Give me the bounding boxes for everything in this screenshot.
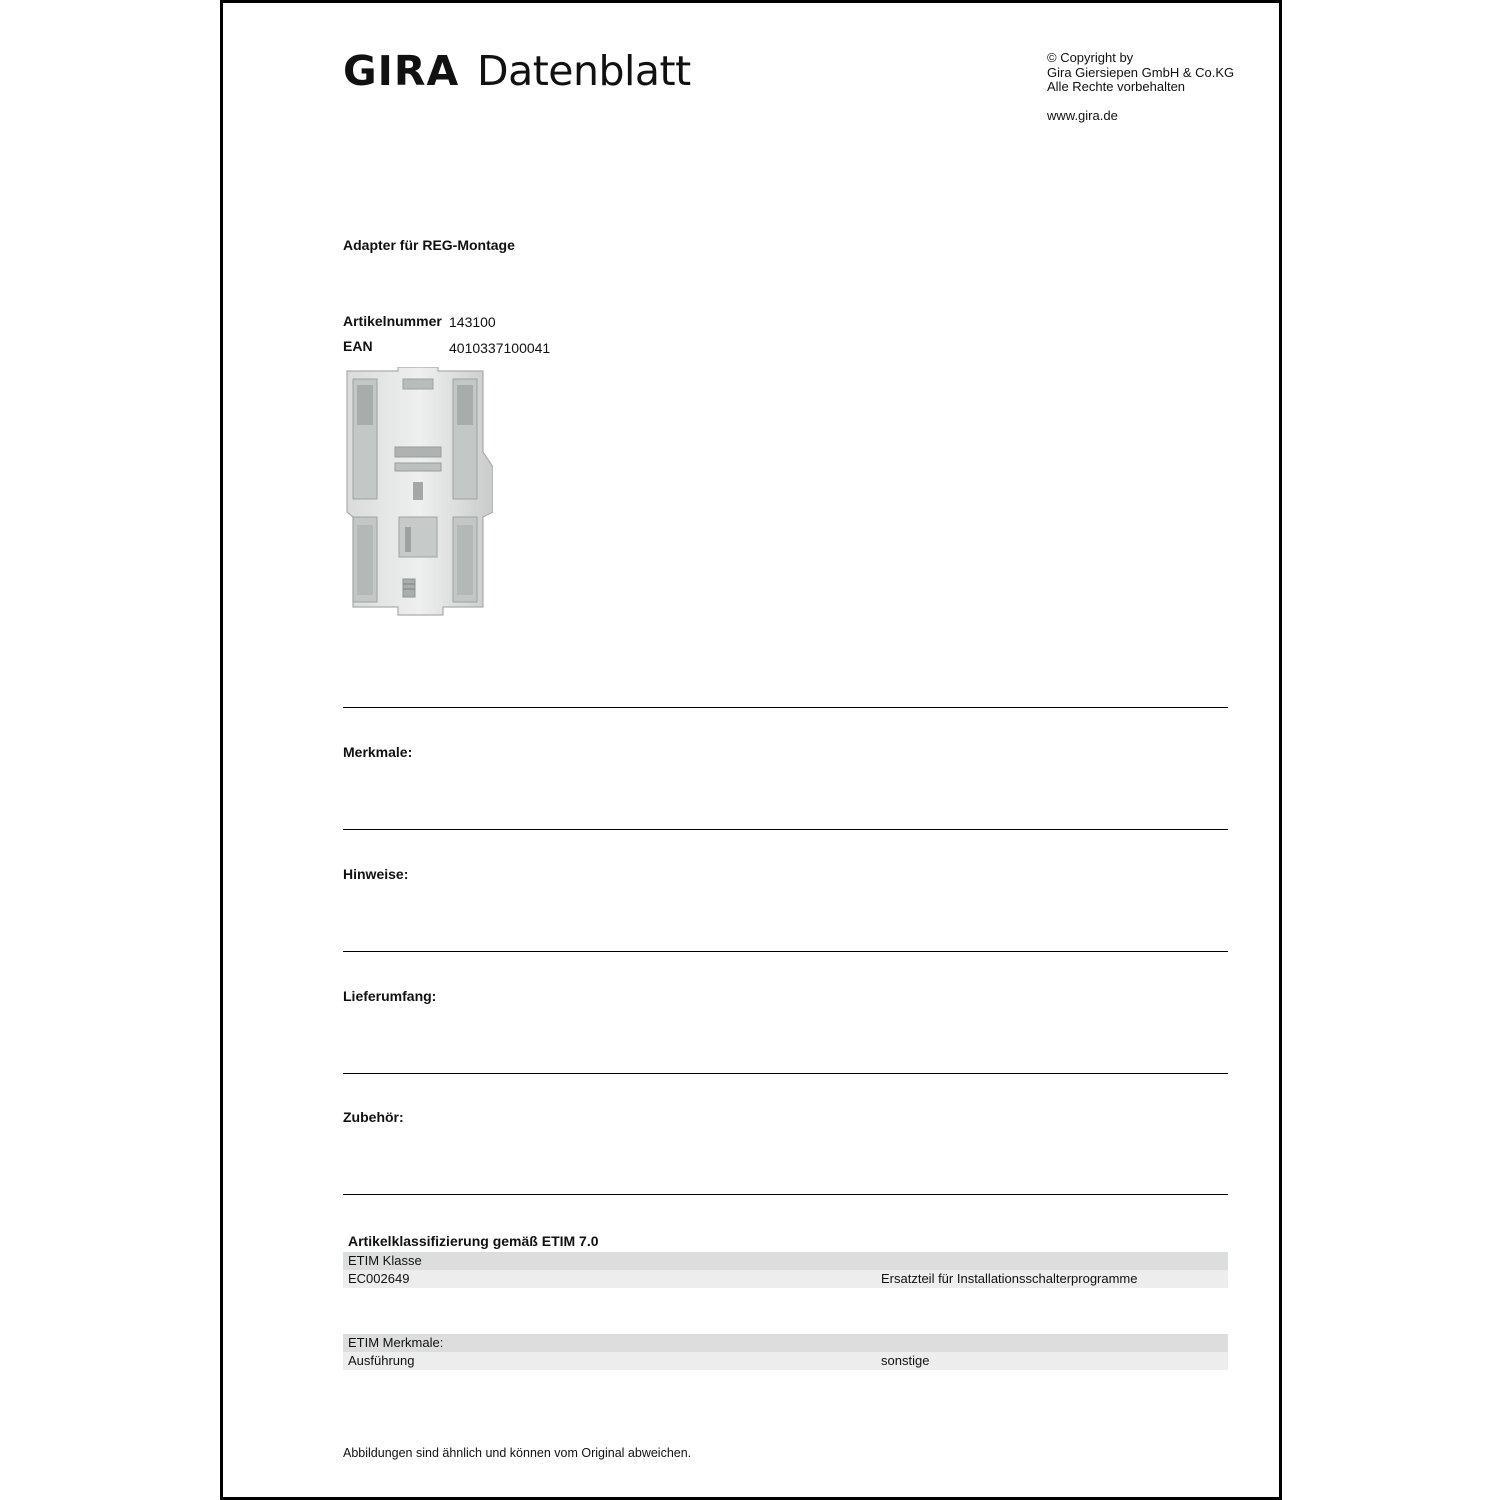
accessories-heading: Zubehör: xyxy=(343,1109,404,1125)
copyright-line: © Copyright by xyxy=(1047,50,1134,65)
ean-value: 4010337100041 xyxy=(449,340,551,356)
article-number-label: Artikelnummer xyxy=(343,313,442,329)
etim-feature-row xyxy=(343,1352,1228,1370)
etim-title: Artikelklassifizierung gemäß ETIM 7.0 xyxy=(348,1233,599,1249)
product-image xyxy=(343,367,493,617)
section-divider xyxy=(343,951,1228,952)
scope-of-delivery-heading: Lieferumfang: xyxy=(343,988,437,1004)
copyright-block xyxy=(1047,51,1234,95)
document-type: Datenblatt xyxy=(477,47,691,95)
brand-logo: GIRA xyxy=(343,47,460,95)
section-divider xyxy=(343,829,1228,830)
etim-features-header-row xyxy=(343,1334,1228,1352)
section-divider xyxy=(343,1194,1228,1195)
section-divider xyxy=(343,707,1228,708)
features-heading: Merkmale: xyxy=(343,744,413,760)
website-link[interactable]: www.gira.de xyxy=(1047,108,1118,123)
etim-class-name: Ersatzteil für Installationsschalterprogramme xyxy=(881,1271,1138,1286)
footer-note: Abbildungen sind ähnlich und können vom Original abweichen. xyxy=(343,1446,692,1460)
etim-class-header: ETIM Klasse xyxy=(348,1253,422,1268)
copyright-line: Gira Giersiepen GmbH & Co.KG xyxy=(1047,64,1235,80)
datasheet-page xyxy=(220,0,1282,1500)
section-divider xyxy=(343,1073,1228,1074)
etim-class-row xyxy=(343,1270,1228,1288)
article-number-value: 143100 xyxy=(449,314,496,330)
copyright-line: Alle Rechte vorbehalten xyxy=(1047,79,1186,94)
product-title: Adapter für REG-Montage xyxy=(343,237,515,253)
etim-feature-value: sonstige xyxy=(881,1353,930,1368)
etim-features-header: ETIM Merkmale: xyxy=(348,1335,444,1350)
etim-class-code: EC002649 xyxy=(348,1271,410,1286)
notes-heading: Hinweise: xyxy=(343,866,409,882)
ean-label: EAN xyxy=(343,338,373,354)
etim-feature-name: Ausführung xyxy=(348,1353,415,1368)
etim-class-header-row xyxy=(343,1252,1228,1270)
